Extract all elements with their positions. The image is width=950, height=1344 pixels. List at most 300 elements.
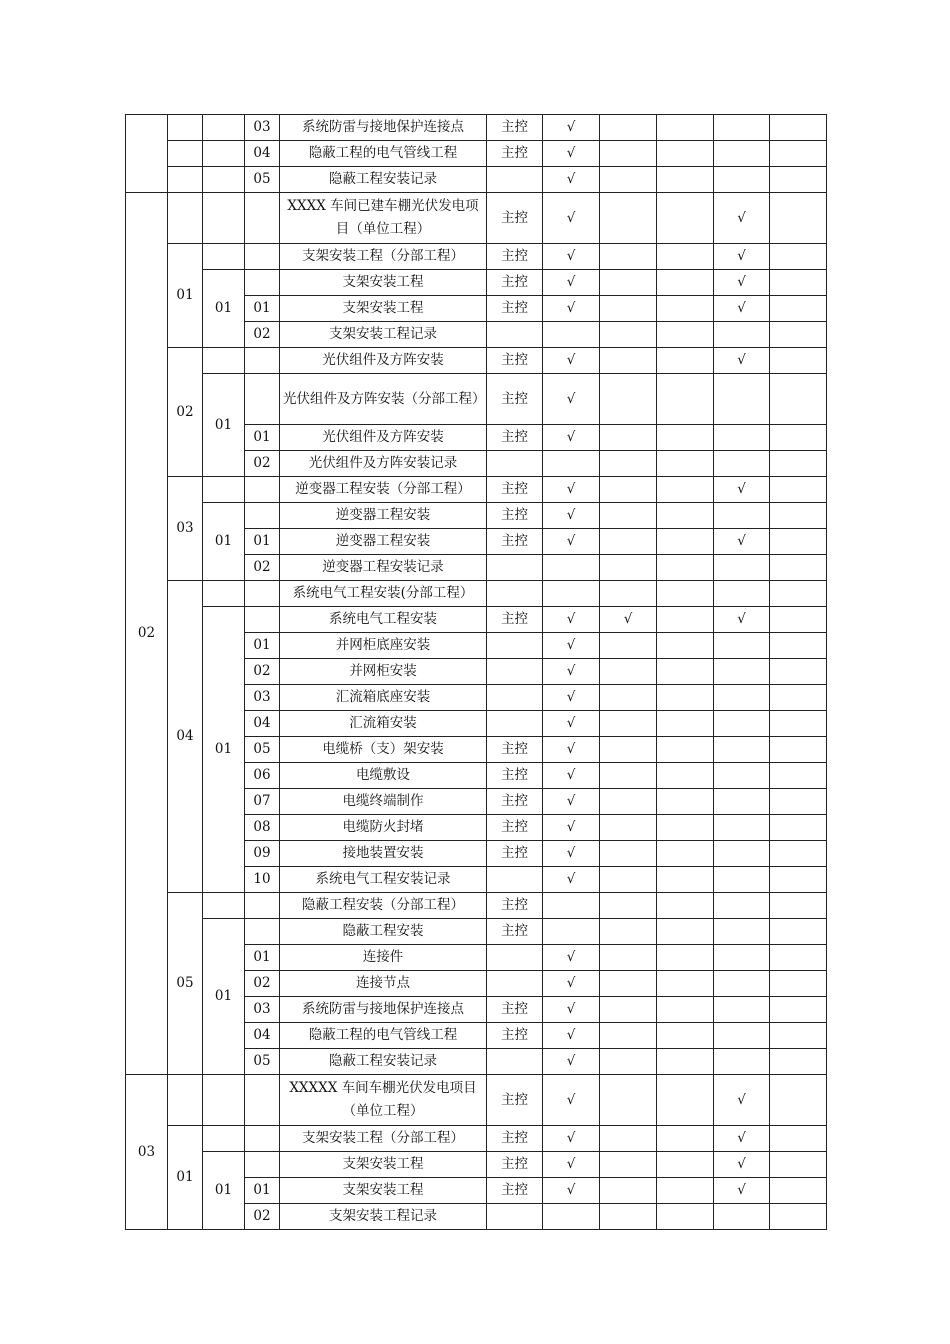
item-description-cell: 支架安装工程 xyxy=(280,270,487,296)
check-cell xyxy=(770,141,827,167)
item-description-cell: 隐蔽工程安装（分部工程） xyxy=(280,893,487,919)
check-cell: √ xyxy=(543,841,600,867)
item-code-cell: 02 xyxy=(245,555,280,581)
item-code-cell xyxy=(245,893,280,919)
item-description-cell: 隐蔽工程的电气管线工程 xyxy=(280,141,487,167)
control-type-cell xyxy=(487,685,543,711)
control-type-cell xyxy=(487,581,543,607)
table-row xyxy=(126,503,827,529)
item-description-cell: 隐蔽工程安装 xyxy=(280,919,487,945)
check-cell xyxy=(770,945,827,971)
check-cell xyxy=(600,322,657,348)
subdivision-code-cell xyxy=(203,193,245,244)
item-code-cell: 05 xyxy=(245,737,280,763)
check-cell xyxy=(657,270,714,296)
table-row xyxy=(126,1075,827,1126)
check-cell: √ xyxy=(543,685,600,711)
check-cell xyxy=(657,348,714,374)
check-cell: √ xyxy=(543,763,600,789)
check-cell xyxy=(714,115,770,141)
control-type-cell: 主控 xyxy=(487,374,543,425)
subdivision-code-cell: 01 xyxy=(203,374,245,477)
check-cell xyxy=(657,451,714,477)
subdivision-code-cell xyxy=(203,893,245,919)
check-cell xyxy=(770,633,827,659)
check-cell: √ xyxy=(714,529,770,555)
check-cell xyxy=(714,659,770,685)
check-cell xyxy=(657,711,714,737)
check-cell xyxy=(657,555,714,581)
check-cell xyxy=(770,115,827,141)
subdivision-code-cell xyxy=(203,141,245,167)
check-cell xyxy=(600,581,657,607)
item-description-cell: 系统电气工程安装(分部工程） xyxy=(280,581,487,607)
check-cell xyxy=(657,685,714,711)
check-cell xyxy=(600,425,657,451)
check-cell: √ xyxy=(714,1178,770,1204)
check-cell xyxy=(714,1204,770,1230)
check-cell xyxy=(657,789,714,815)
check-cell: √ xyxy=(543,1126,600,1152)
item-description-cell: 连接节点 xyxy=(280,971,487,997)
subdivision-code-cell xyxy=(203,1075,245,1126)
check-cell xyxy=(657,815,714,841)
subdivision-code-cell xyxy=(203,348,245,374)
check-cell xyxy=(600,633,657,659)
unit-code-cell: 02 xyxy=(126,193,168,1075)
check-cell: √ xyxy=(714,348,770,374)
check-cell xyxy=(714,425,770,451)
check-cell xyxy=(770,1049,827,1075)
check-cell xyxy=(600,451,657,477)
item-code-cell xyxy=(245,244,280,270)
table-row xyxy=(126,581,827,607)
check-cell: √ xyxy=(543,348,600,374)
check-cell xyxy=(600,737,657,763)
subdivision-code-cell xyxy=(203,477,245,503)
item-code-cell: 01 xyxy=(245,633,280,659)
table-row xyxy=(126,1126,827,1152)
item-code-cell xyxy=(245,607,280,633)
control-type-cell: 主控 xyxy=(487,115,543,141)
check-cell xyxy=(714,789,770,815)
control-type-cell: 主控 xyxy=(487,348,543,374)
item-code-cell: 01 xyxy=(245,529,280,555)
check-cell: √ xyxy=(714,607,770,633)
item-code-cell: 01 xyxy=(245,1178,280,1204)
check-cell xyxy=(657,841,714,867)
check-cell xyxy=(600,1023,657,1049)
item-code-cell: 02 xyxy=(245,451,280,477)
check-cell xyxy=(600,477,657,503)
check-cell xyxy=(600,763,657,789)
check-cell xyxy=(600,270,657,296)
division-code-cell: 01 xyxy=(168,1126,203,1230)
check-cell xyxy=(600,919,657,945)
check-cell xyxy=(543,322,600,348)
item-code-cell xyxy=(245,193,280,244)
check-cell xyxy=(770,581,827,607)
check-cell: √ xyxy=(543,503,600,529)
item-description-cell: XXXX 车间已建车棚光伏发电项目（单位工程） xyxy=(280,193,487,244)
control-type-cell: 主控 xyxy=(487,1023,543,1049)
check-cell xyxy=(657,919,714,945)
check-cell xyxy=(770,1075,827,1126)
check-cell xyxy=(714,141,770,167)
item-code-cell: 03 xyxy=(245,685,280,711)
check-cell xyxy=(657,1075,714,1126)
item-description-cell: 电缆防火封堵 xyxy=(280,815,487,841)
check-cell xyxy=(770,270,827,296)
table-row xyxy=(126,270,827,296)
check-cell xyxy=(657,1152,714,1178)
check-cell: √ xyxy=(543,425,600,451)
check-cell: √ xyxy=(543,193,600,244)
item-description-cell: 支架安装工程记录 xyxy=(280,1204,487,1230)
check-cell xyxy=(657,296,714,322)
check-cell xyxy=(657,581,714,607)
check-cell xyxy=(714,945,770,971)
table-row xyxy=(126,477,827,503)
control-type-cell xyxy=(487,555,543,581)
check-cell xyxy=(770,296,827,322)
check-cell xyxy=(657,244,714,270)
check-cell xyxy=(600,1126,657,1152)
check-cell xyxy=(600,659,657,685)
check-cell xyxy=(657,1049,714,1075)
check-cell xyxy=(600,115,657,141)
check-cell xyxy=(770,711,827,737)
check-cell xyxy=(714,685,770,711)
check-cell xyxy=(657,659,714,685)
check-cell xyxy=(543,919,600,945)
check-cell xyxy=(657,1178,714,1204)
check-cell: √ xyxy=(543,1049,600,1075)
check-cell xyxy=(770,1126,827,1152)
check-cell: √ xyxy=(543,1178,600,1204)
item-description-cell: 电缆终端制作 xyxy=(280,789,487,815)
control-type-cell: 主控 xyxy=(487,270,543,296)
control-type-cell: 主控 xyxy=(487,815,543,841)
item-code-cell: 09 xyxy=(245,841,280,867)
check-cell xyxy=(657,607,714,633)
item-code-cell xyxy=(245,348,280,374)
check-cell: √ xyxy=(714,296,770,322)
check-cell xyxy=(600,374,657,425)
check-cell: √ xyxy=(543,815,600,841)
item-code-cell xyxy=(245,503,280,529)
item-description-cell: 逆变器工程安装（分部工程） xyxy=(280,477,487,503)
check-cell xyxy=(770,348,827,374)
item-description-cell: 系统防雷与接地保护连接点 xyxy=(280,115,487,141)
check-cell: √ xyxy=(543,270,600,296)
item-description-cell: 光伏组件及方阵安装 xyxy=(280,348,487,374)
table-row xyxy=(126,919,827,945)
check-cell xyxy=(657,1126,714,1152)
check-cell xyxy=(770,167,827,193)
division-code-cell: 03 xyxy=(168,477,203,581)
table-row xyxy=(126,244,827,270)
item-code-cell: 01 xyxy=(245,945,280,971)
check-cell xyxy=(657,141,714,167)
unit-code-cell xyxy=(126,115,168,193)
check-cell: √ xyxy=(714,244,770,270)
check-cell xyxy=(770,607,827,633)
check-cell xyxy=(657,737,714,763)
check-cell xyxy=(657,193,714,244)
control-type-cell: 主控 xyxy=(487,141,543,167)
check-cell xyxy=(770,971,827,997)
item-code-cell: 04 xyxy=(245,711,280,737)
check-cell xyxy=(770,451,827,477)
check-cell xyxy=(657,1204,714,1230)
check-cell xyxy=(770,374,827,425)
check-cell xyxy=(657,167,714,193)
control-type-cell: 主控 xyxy=(487,503,543,529)
division-code-cell: 02 xyxy=(168,348,203,477)
item-description-cell: 逆变器工程安装 xyxy=(280,529,487,555)
subdivision-code-cell: 01 xyxy=(203,1152,245,1230)
check-cell xyxy=(657,374,714,425)
subdivision-code-cell xyxy=(203,244,245,270)
check-cell xyxy=(770,425,827,451)
check-cell xyxy=(543,451,600,477)
check-cell: √ xyxy=(543,633,600,659)
check-cell xyxy=(770,841,827,867)
table-row xyxy=(126,607,827,633)
check-cell: √ xyxy=(600,607,657,633)
check-cell: √ xyxy=(543,167,600,193)
check-cell xyxy=(600,815,657,841)
check-cell xyxy=(657,322,714,348)
item-code-cell xyxy=(245,1152,280,1178)
item-description-cell: 接地装置安装 xyxy=(280,841,487,867)
check-cell xyxy=(770,737,827,763)
control-type-cell xyxy=(487,867,543,893)
control-type-cell xyxy=(487,322,543,348)
check-cell xyxy=(714,919,770,945)
control-type-cell xyxy=(487,971,543,997)
item-description-cell: 电缆桥（支）架安装 xyxy=(280,737,487,763)
item-code-cell xyxy=(245,374,280,425)
item-description-cell: 系统电气工程安装记录 xyxy=(280,867,487,893)
check-cell xyxy=(714,763,770,789)
item-code-cell: 08 xyxy=(245,815,280,841)
item-code-cell: 04 xyxy=(245,1023,280,1049)
control-type-cell: 主控 xyxy=(487,296,543,322)
check-cell xyxy=(600,296,657,322)
check-cell xyxy=(770,789,827,815)
check-cell xyxy=(714,893,770,919)
control-type-cell: 主控 xyxy=(487,763,543,789)
control-type-cell: 主控 xyxy=(487,477,543,503)
check-cell xyxy=(714,555,770,581)
check-cell xyxy=(657,945,714,971)
check-cell xyxy=(714,374,770,425)
subdivision-code-cell xyxy=(203,1126,245,1152)
control-type-cell xyxy=(487,633,543,659)
division-code-cell xyxy=(168,115,203,141)
check-cell xyxy=(657,503,714,529)
check-cell: √ xyxy=(714,1075,770,1126)
check-cell xyxy=(714,1023,770,1049)
item-description-cell: 并网柜底座安装 xyxy=(280,633,487,659)
unit-code-cell: 03 xyxy=(126,1075,168,1230)
control-type-cell: 主控 xyxy=(487,893,543,919)
division-code-cell xyxy=(168,1075,203,1126)
item-code-cell: 05 xyxy=(245,167,280,193)
check-cell xyxy=(600,244,657,270)
item-description-cell: 光伏组件及方阵安装 xyxy=(280,425,487,451)
subdivision-code-cell: 01 xyxy=(203,607,245,893)
control-type-cell xyxy=(487,167,543,193)
division-code-cell xyxy=(168,141,203,167)
check-cell xyxy=(600,555,657,581)
table-row xyxy=(126,193,827,244)
item-description-cell: 光伏组件及方阵安装记录 xyxy=(280,451,487,477)
subdivision-code-cell xyxy=(203,115,245,141)
control-type-cell: 主控 xyxy=(487,1126,543,1152)
table-row xyxy=(126,167,827,193)
item-code-cell: 03 xyxy=(245,115,280,141)
control-type-cell: 主控 xyxy=(487,244,543,270)
check-cell: √ xyxy=(543,789,600,815)
check-cell xyxy=(714,1049,770,1075)
check-cell xyxy=(657,971,714,997)
item-description-cell: 支架安装工程 xyxy=(280,296,487,322)
check-cell xyxy=(714,867,770,893)
subdivision-code-cell: 01 xyxy=(203,503,245,581)
check-cell xyxy=(600,997,657,1023)
check-cell: √ xyxy=(543,529,600,555)
control-type-cell xyxy=(487,1204,543,1230)
item-code-cell: 02 xyxy=(245,971,280,997)
check-cell xyxy=(600,841,657,867)
item-code-cell: 01 xyxy=(245,425,280,451)
control-type-cell: 主控 xyxy=(487,1152,543,1178)
check-cell: √ xyxy=(714,477,770,503)
check-cell: √ xyxy=(714,193,770,244)
check-cell xyxy=(770,893,827,919)
check-cell xyxy=(770,1023,827,1049)
check-cell xyxy=(600,503,657,529)
control-type-cell xyxy=(487,1049,543,1075)
control-type-cell: 主控 xyxy=(487,1075,543,1126)
check-cell xyxy=(714,633,770,659)
check-cell xyxy=(600,141,657,167)
subdivision-code-cell: 01 xyxy=(203,919,245,1075)
control-type-cell: 主控 xyxy=(487,789,543,815)
control-type-cell: 主控 xyxy=(487,193,543,244)
check-cell: √ xyxy=(714,270,770,296)
check-cell xyxy=(714,815,770,841)
check-cell xyxy=(770,322,827,348)
item-description-cell: 支架安装工程记录 xyxy=(280,322,487,348)
check-cell xyxy=(600,789,657,815)
check-cell: √ xyxy=(543,244,600,270)
item-description-cell: 支架安装工程（分部工程） xyxy=(280,1126,487,1152)
check-cell xyxy=(714,167,770,193)
check-cell: √ xyxy=(543,1075,600,1126)
check-cell xyxy=(600,529,657,555)
check-cell: √ xyxy=(543,711,600,737)
control-type-cell: 主控 xyxy=(487,841,543,867)
check-cell: √ xyxy=(543,997,600,1023)
item-code-cell xyxy=(245,477,280,503)
check-cell xyxy=(770,763,827,789)
check-cell xyxy=(770,529,827,555)
check-cell xyxy=(770,1152,827,1178)
check-cell xyxy=(770,815,827,841)
check-cell xyxy=(600,1204,657,1230)
check-cell xyxy=(600,971,657,997)
check-cell xyxy=(600,1049,657,1075)
check-cell: √ xyxy=(543,659,600,685)
check-cell xyxy=(770,477,827,503)
item-code-cell xyxy=(245,1126,280,1152)
check-cell xyxy=(657,763,714,789)
table-row xyxy=(126,374,827,425)
acceptance-division-table xyxy=(125,114,827,1230)
check-cell: √ xyxy=(543,1152,600,1178)
item-description-cell: 连接件 xyxy=(280,945,487,971)
check-cell xyxy=(600,867,657,893)
item-description-cell: 逆变器工程安装记录 xyxy=(280,555,487,581)
item-description-cell: 支架安装工程 xyxy=(280,1178,487,1204)
check-cell xyxy=(657,997,714,1023)
check-cell xyxy=(600,167,657,193)
subdivision-code-cell xyxy=(203,581,245,607)
control-type-cell: 主控 xyxy=(487,1178,543,1204)
control-type-cell: 主控 xyxy=(487,529,543,555)
control-type-cell: 主控 xyxy=(487,737,543,763)
check-cell xyxy=(714,322,770,348)
check-cell: √ xyxy=(543,607,600,633)
check-cell xyxy=(543,555,600,581)
check-cell xyxy=(770,685,827,711)
item-description-cell: 支架安装工程（分部工程） xyxy=(280,244,487,270)
item-description-cell: 隐蔽工程的电气管线工程 xyxy=(280,1023,487,1049)
check-cell xyxy=(543,581,600,607)
check-cell xyxy=(770,555,827,581)
check-cell: √ xyxy=(543,141,600,167)
check-cell xyxy=(600,893,657,919)
item-code-cell xyxy=(245,270,280,296)
control-type-cell xyxy=(487,451,543,477)
check-cell xyxy=(543,1204,600,1230)
check-cell xyxy=(600,711,657,737)
check-cell: √ xyxy=(543,867,600,893)
check-cell xyxy=(657,633,714,659)
table-row xyxy=(126,141,827,167)
check-cell xyxy=(714,711,770,737)
check-cell xyxy=(657,115,714,141)
control-type-cell xyxy=(487,945,543,971)
control-type-cell: 主控 xyxy=(487,919,543,945)
check-cell: √ xyxy=(543,115,600,141)
check-cell xyxy=(600,1075,657,1126)
check-cell: √ xyxy=(714,1152,770,1178)
division-code-cell: 04 xyxy=(168,581,203,893)
item-description-cell: 系统防雷与接地保护连接点 xyxy=(280,997,487,1023)
item-code-cell: 03 xyxy=(245,997,280,1023)
check-cell: √ xyxy=(543,945,600,971)
check-cell xyxy=(770,997,827,1023)
check-cell xyxy=(714,997,770,1023)
item-description-cell: 光伏组件及方阵安装（分部工程） xyxy=(280,374,487,425)
subdivision-code-cell xyxy=(203,167,245,193)
check-cell: √ xyxy=(543,296,600,322)
